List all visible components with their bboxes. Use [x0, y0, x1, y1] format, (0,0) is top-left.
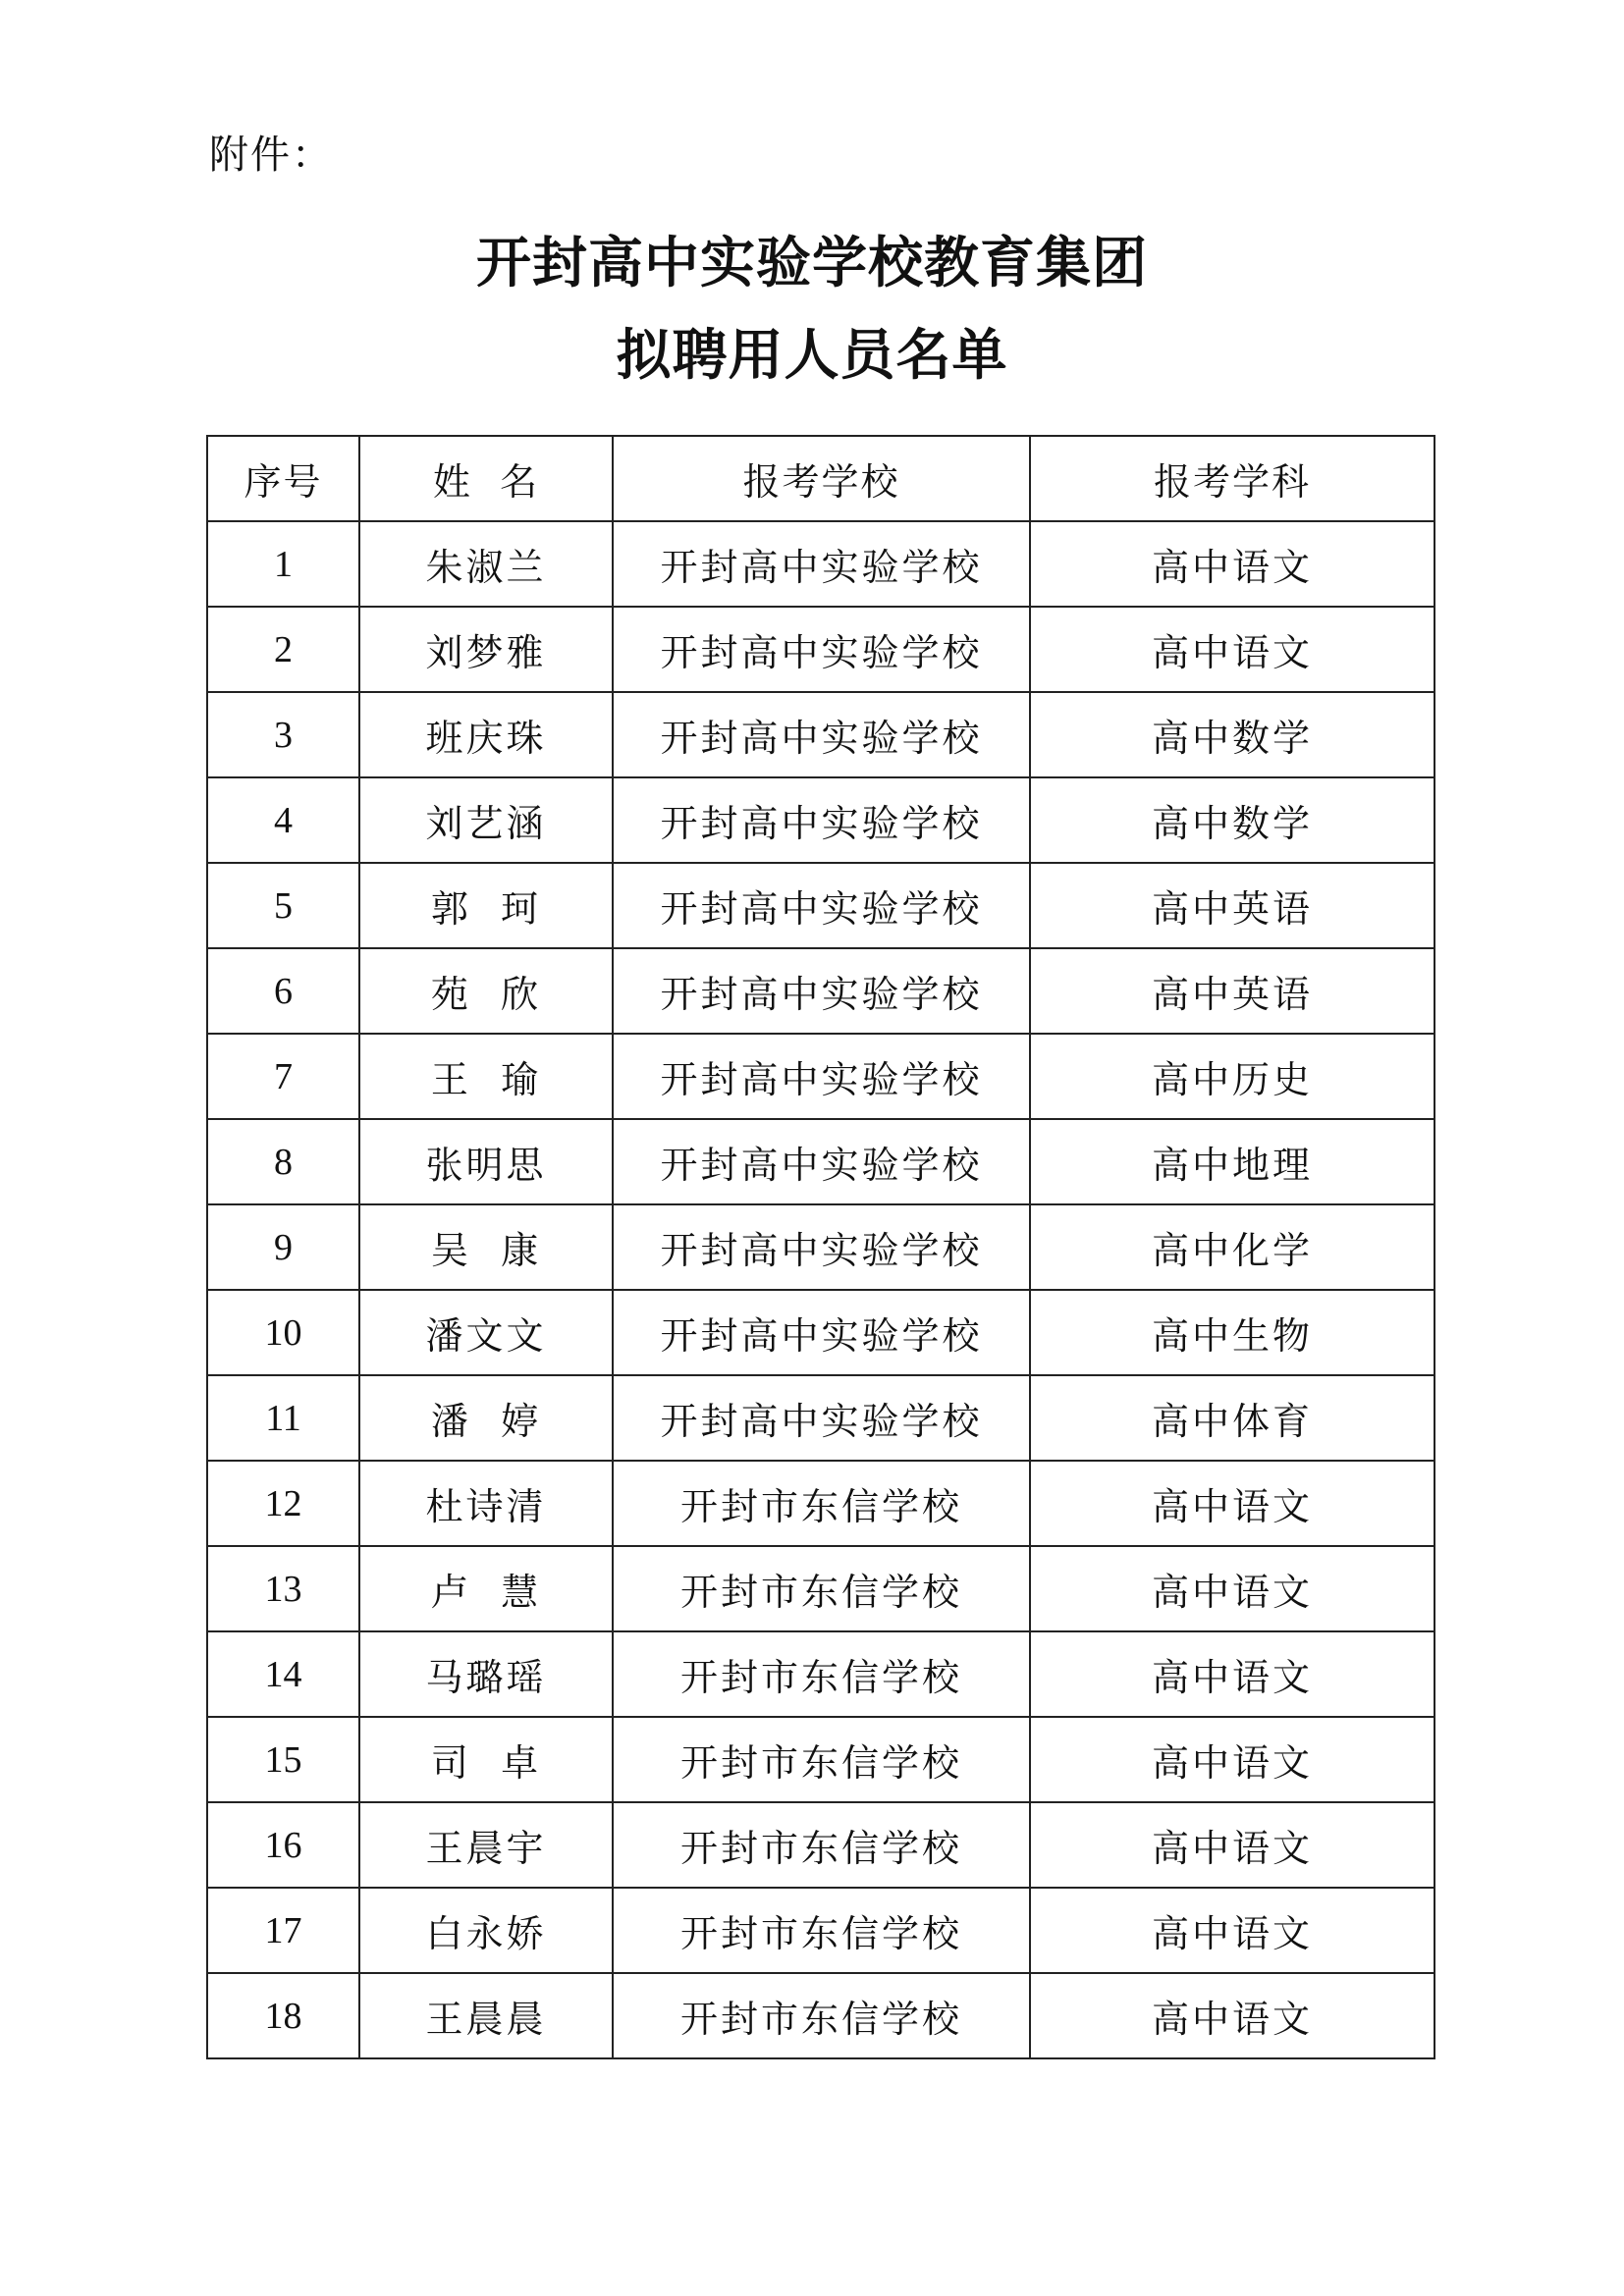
- cell-no: 5: [207, 863, 359, 948]
- cell-no: 3: [207, 692, 359, 777]
- cell-subject: 高中语文: [1030, 1802, 1435, 1888]
- table-row: [207, 692, 1435, 777]
- cell-name: 刘梦雅: [359, 607, 613, 692]
- table-row: [207, 948, 1435, 1034]
- table-row: [207, 521, 1435, 607]
- cell-no: 9: [207, 1204, 359, 1290]
- cell-subject: 高中生物: [1030, 1290, 1435, 1375]
- cell-subject: 高中体育: [1030, 1375, 1435, 1461]
- cell-no: 16: [207, 1802, 359, 1888]
- cell-subject: 高中英语: [1030, 863, 1435, 948]
- cell-subject: 高中语文: [1030, 1546, 1435, 1631]
- cell-subject: 高中语文: [1030, 1461, 1435, 1546]
- cell-school: 开封市东信学校: [613, 1461, 1030, 1546]
- cell-name: 郭 珂: [359, 863, 613, 948]
- cell-school: 开封高中实验学校: [613, 521, 1030, 607]
- cell-school: 开封市东信学校: [613, 1888, 1030, 1973]
- cell-subject: 高中语文: [1030, 1888, 1435, 1973]
- cell-subject: 高中语文: [1030, 1631, 1435, 1717]
- title-line-2: 拟聘用人员名单: [616, 324, 1008, 388]
- cell-name: 张明思: [359, 1119, 613, 1204]
- cell-subject: 高中英语: [1030, 948, 1435, 1034]
- cell-no: 11: [207, 1375, 359, 1461]
- cell-name: 班庆珠: [359, 692, 613, 777]
- cell-school: 开封市东信学校: [613, 1546, 1030, 1631]
- cell-no: 15: [207, 1717, 359, 1802]
- header-school: 报考学校: [613, 436, 1030, 521]
- table-row: [207, 863, 1435, 948]
- cell-subject: 高中语文: [1030, 607, 1435, 692]
- cell-no: 1: [207, 521, 359, 607]
- table-row: [207, 1461, 1435, 1546]
- cell-name: 刘艺涵: [359, 777, 613, 863]
- table-row: [207, 1546, 1435, 1631]
- cell-school: 开封市东信学校: [613, 1802, 1030, 1888]
- table-row: [207, 1119, 1435, 1204]
- cell-school: 开封市东信学校: [613, 1631, 1030, 1717]
- cell-no: 4: [207, 777, 359, 863]
- cell-subject: 高中语文: [1030, 521, 1435, 607]
- attachment-label: 附件：: [209, 133, 333, 178]
- table-row: [207, 1375, 1435, 1461]
- cell-no: 17: [207, 1888, 359, 1973]
- cell-name: 王 瑜: [359, 1034, 613, 1119]
- cell-name: 苑 欣: [359, 948, 613, 1034]
- document-title: [0, 218, 1624, 402]
- title-line-1: 开封高中实验学校教育集团: [476, 232, 1148, 295]
- cell-school: 开封高中实验学校: [613, 607, 1030, 692]
- table-body: [207, 521, 1435, 2058]
- table-row: [207, 607, 1435, 692]
- cell-school: 开封高中实验学校: [613, 777, 1030, 863]
- cell-subject: 高中数学: [1030, 777, 1435, 863]
- cell-name: 白永娇: [359, 1888, 613, 1973]
- cell-name: 王晨宇: [359, 1802, 613, 1888]
- cell-name: 司 卓: [359, 1717, 613, 1802]
- cell-school: 开封高中实验学校: [613, 948, 1030, 1034]
- cell-school: 开封市东信学校: [613, 1717, 1030, 1802]
- cell-no: 13: [207, 1546, 359, 1631]
- cell-school: 开封高中实验学校: [613, 1119, 1030, 1204]
- cell-name: 潘 婷: [359, 1375, 613, 1461]
- cell-name: 吴 康: [359, 1204, 613, 1290]
- cell-school: 开封市东信学校: [613, 1973, 1030, 2058]
- cell-no: 12: [207, 1461, 359, 1546]
- cell-no: 6: [207, 948, 359, 1034]
- cell-school: 开封高中实验学校: [613, 1034, 1030, 1119]
- table-row: [207, 1802, 1435, 1888]
- cell-name: 马璐瑶: [359, 1631, 613, 1717]
- cell-no: 7: [207, 1034, 359, 1119]
- table-row: [207, 1290, 1435, 1375]
- cell-subject: 高中语文: [1030, 1973, 1435, 2058]
- cell-no: 10: [207, 1290, 359, 1375]
- table-row: [207, 1034, 1435, 1119]
- cell-name: 杜诗清: [359, 1461, 613, 1546]
- table-row: [207, 1973, 1435, 2058]
- candidate-table: [206, 435, 1435, 2059]
- header-no: 序号: [207, 436, 359, 521]
- cell-subject: 高中数学: [1030, 692, 1435, 777]
- cell-school: 开封高中实验学校: [613, 1204, 1030, 1290]
- table-row: [207, 1717, 1435, 1802]
- cell-no: 18: [207, 1973, 359, 2058]
- table-header-row: [207, 436, 1435, 521]
- header-name: 姓 名: [359, 436, 613, 521]
- cell-name: 潘文文: [359, 1290, 613, 1375]
- cell-no: 2: [207, 607, 359, 692]
- header-subject: 报考学科: [1030, 436, 1435, 521]
- cell-school: 开封高中实验学校: [613, 1375, 1030, 1461]
- cell-subject: 高中历史: [1030, 1034, 1435, 1119]
- cell-school: 开封高中实验学校: [613, 1290, 1030, 1375]
- table-row: [207, 1888, 1435, 1973]
- cell-no: 14: [207, 1631, 359, 1717]
- cell-school: 开封高中实验学校: [613, 863, 1030, 948]
- cell-subject: 高中语文: [1030, 1717, 1435, 1802]
- table-row: [207, 1631, 1435, 1717]
- cell-subject: 高中地理: [1030, 1119, 1435, 1204]
- cell-subject: 高中化学: [1030, 1204, 1435, 1290]
- cell-name: 朱淑兰: [359, 521, 613, 607]
- cell-no: 8: [207, 1119, 359, 1204]
- cell-name: 卢 慧: [359, 1546, 613, 1631]
- table-row: [207, 1204, 1435, 1290]
- cell-name: 王晨晨: [359, 1973, 613, 2058]
- table-row: [207, 777, 1435, 863]
- cell-school: 开封高中实验学校: [613, 692, 1030, 777]
